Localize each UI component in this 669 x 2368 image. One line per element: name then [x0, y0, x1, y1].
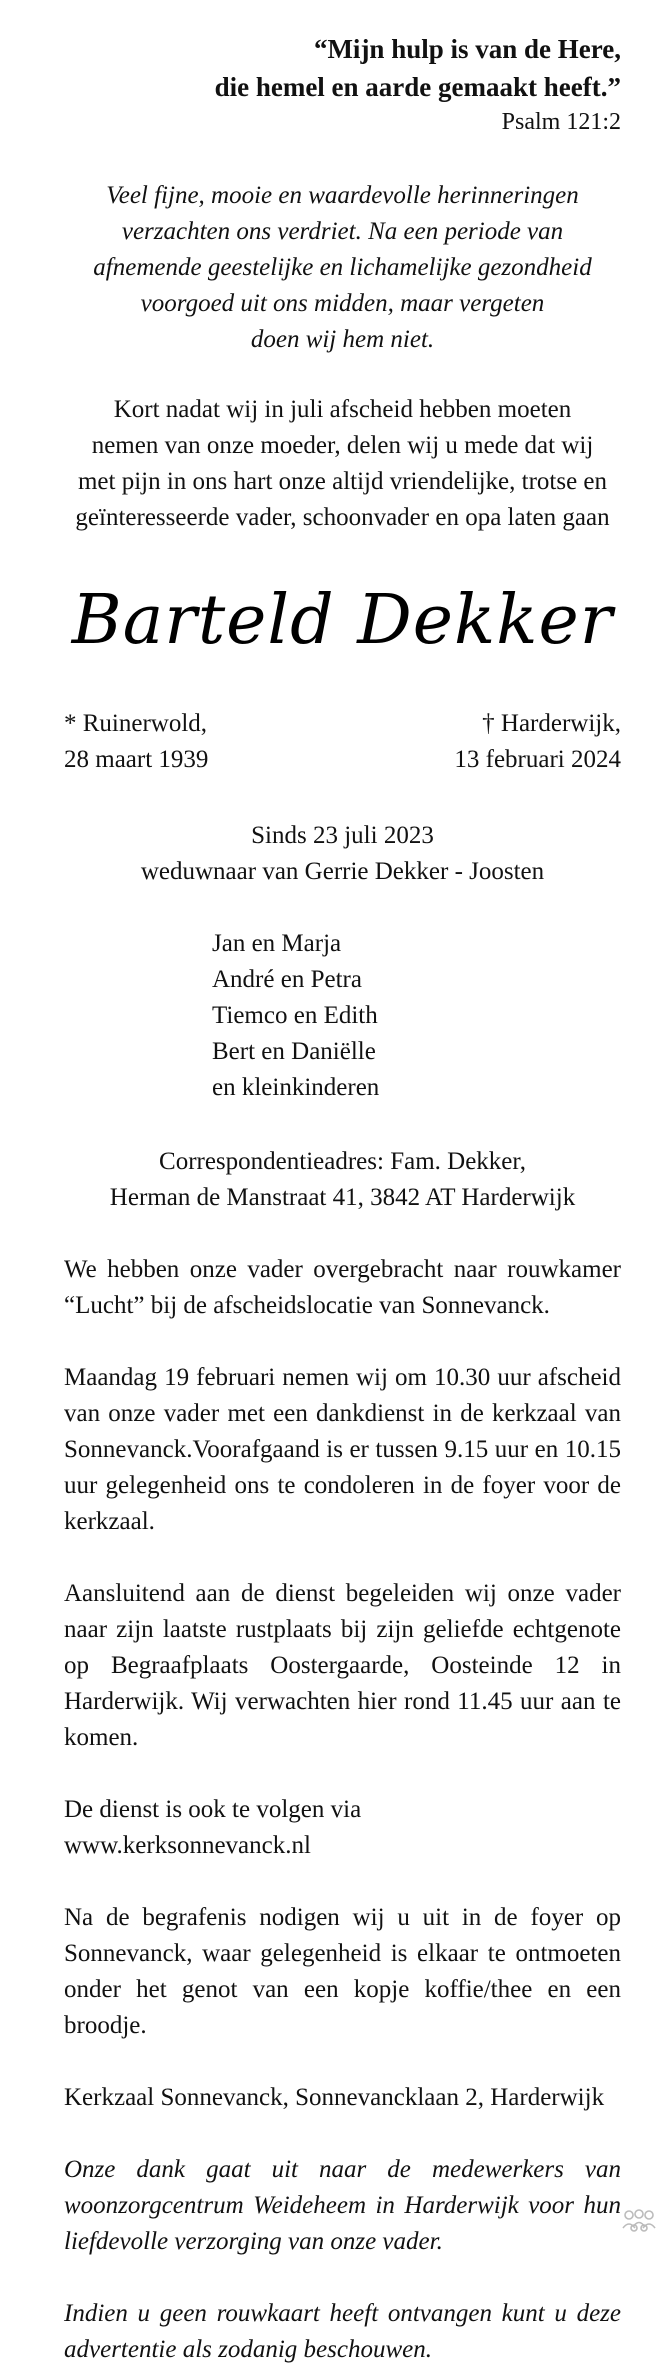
address-line-1: Correspondentieadres: Fam. Dekker, — [159, 1148, 526, 1175]
bible-quote — [64, 30, 621, 106]
announcement-line: met pijn in ons hart onze altijd vriendelijke, trotse en — [77, 468, 608, 495]
family-member: André en Petra — [212, 966, 362, 993]
rouwkaart-paragraph: Indien u geen rouwkaart heeft ontvangen kunt u deze advertentie als zodanig beschouwen. — [64, 2300, 621, 2363]
begrafenis-paragraph: Aansluitend aan de dienst begeleiden wij onze vader naar zijn laatste rustplaats bij zijn geliefde echtgenote op Begraafplaats Oostergaarde, Oosteinde 12 in Harderwijk. Wij verwachten hier rond 11.45 uur aan te komen. — [64, 1580, 621, 1751]
address-line-2: Herman de Manstraat 41, 3842 AT Harderwijk — [109, 1184, 576, 1211]
family-member: en kleinkinderen — [212, 1074, 380, 1101]
announcement-line: Kort nadat wij in juli afscheid hebben moeten — [113, 396, 572, 423]
correspondence-address — [64, 1144, 621, 1216]
birth-date: 28 maart 1939 — [64, 746, 209, 773]
family-list — [64, 926, 621, 1106]
people-group-icon — [621, 2208, 657, 2236]
announcement-text — [64, 392, 621, 536]
koffie-paragraph: Na de begrafenis nodigen wij u uit in de foyer op Sonnevanck, waar gelegenheid is elkaar te ontmoeten onder het genot van een kopje koffie/thee en een broodje. — [64, 1904, 621, 2039]
death-date: 13 februari 2024 — [454, 746, 621, 773]
locatie-paragraph: Kerkzaal Sonnevanck, Sonnevancklaan 2, Harderwijk — [64, 2084, 605, 2111]
quote-line-2: die hemel en aarde gemaakt heeft.” — [214, 72, 621, 102]
online-service-url: www.kerksonnevanck.nl — [64, 1832, 311, 1859]
intro-line: Veel fijne, mooie en waardevolle herinneringen — [106, 182, 579, 209]
intro-text — [64, 178, 621, 358]
intro-line: verzachten ons verdriet. Na een periode van — [121, 218, 564, 245]
widower-since: Sinds 23 juli 2023 — [251, 822, 434, 849]
quote-line-1: “Mijn hulp is van de Here, — [313, 34, 621, 64]
online-service-text: De dienst is ook te volgen via — [64, 1796, 362, 1823]
family-member: Jan en Marja — [212, 930, 342, 957]
widower-info — [64, 818, 621, 890]
family-member: Bert en Daniëlle — [212, 1038, 376, 1065]
death-info — [454, 706, 621, 778]
intro-line: voorgoed uit ons midden, maar vergeten — [140, 290, 545, 317]
intro-line: doen wij hem niet. — [250, 326, 435, 353]
birth-info — [64, 706, 208, 778]
online-service-paragraph — [64, 1792, 621, 1864]
intro-line: afnemende geestelijke en lichamelijke gezondheid — [93, 254, 592, 281]
death-place: † Harderwijk, — [482, 710, 621, 737]
announcement-line: nemen van onze moeder, delen wij u mede dat wij — [91, 432, 594, 459]
deceased-name: Barteld Dekker — [71, 581, 614, 660]
family-member: Tiemco en Edith — [212, 1002, 378, 1029]
widower-of: weduwnaar van Gerrie Dekker - Joosten — [140, 858, 545, 885]
quote-reference: Psalm 121:2 — [501, 109, 621, 135]
announcement-line: geïnteresseerde vader, schoonvader en opa laten gaan — [75, 504, 610, 531]
dankdienst-paragraph: Maandag 19 februari nemen wij om 10.30 uur afscheid van onze vader met een dankdienst in de kerkzaal van Sonnevanck.Voorafgaand is er tussen 9.15 uur en 10.15 uur gelegenheid ons te condoleren in de foyer voor de kerkzaal. — [64, 1364, 621, 1535]
life-dates — [64, 706, 621, 778]
birth-place: * Ruinerwold, — [64, 710, 208, 737]
dank-paragraph: Onze dank gaat uit naar de medewerkers van woonzorgcentrum Weideheem in Harderwijk voor hun liefdevolle verzorging van onze vader. — [64, 2156, 621, 2255]
rouwkamer-paragraph: We hebben onze vader overgebracht naar rouwkamer “Lucht” bij de afscheidslocatie van Sonnevanck. — [64, 1256, 621, 1319]
